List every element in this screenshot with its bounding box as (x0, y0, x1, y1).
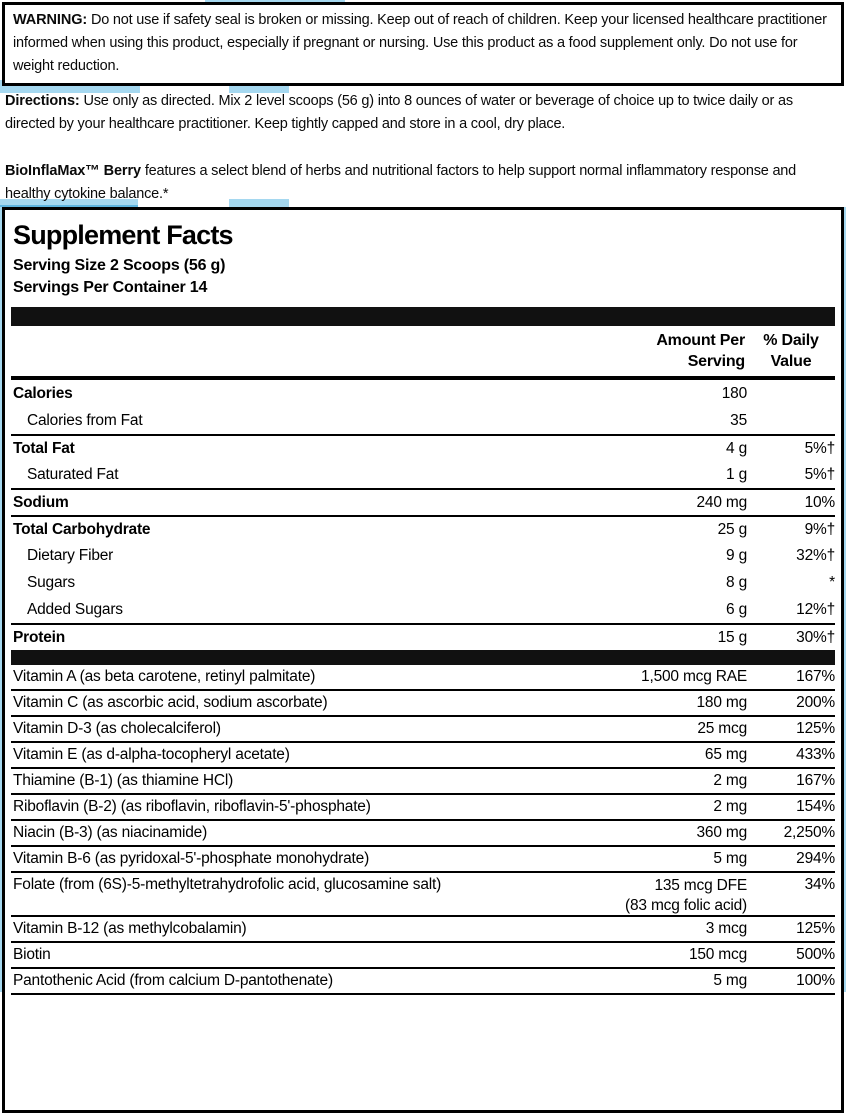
macro-row (11, 515, 835, 542)
vitamin-row (11, 917, 835, 943)
row-name: Total Carbohydrate (13, 520, 151, 538)
row-amount (577, 824, 747, 842)
row-amount (577, 694, 747, 712)
row-daily-value: * (829, 573, 835, 591)
row-amount (577, 873, 747, 916)
directions-body: Use only as directed. Mix 2 level scoops (56 g) into 8 ounces of water or beverage of choice up to twice daily or as directed by your healthcare practitioner. Keep tightly capped and store in a cool, dry place. (5, 93, 793, 132)
row-daily-value: 125% (796, 720, 835, 737)
macro-rows (11, 380, 835, 650)
row-amount (577, 746, 747, 764)
vitamin-row (11, 743, 835, 769)
row-daily-value: 30%† (796, 628, 835, 646)
row-amount (577, 772, 747, 790)
row-daily-value: 10% (804, 493, 835, 511)
row-amount: 4 g (726, 439, 747, 457)
row-amount: 180 (721, 384, 747, 402)
table-header (11, 326, 835, 380)
row-name: Total Fat (13, 439, 75, 457)
vitamin-row (11, 847, 835, 873)
macro-row (11, 380, 835, 407)
row-amount-line1: 65 mg (704, 746, 747, 763)
row-daily-value: 167% (796, 772, 835, 789)
row-name: Vitamin C (as ascorbic acid, sodium ascorbate) (13, 694, 328, 711)
row-amount-line1: 2 mg (713, 798, 747, 815)
row-name: Vitamin E (as d-alpha-tocopheryl acetate) (13, 746, 290, 763)
header-amount-per-serving (585, 330, 747, 372)
directions-label: Directions: (5, 93, 80, 109)
row-name: Protein (13, 628, 65, 646)
vitamin-row (11, 665, 835, 691)
row-name: Niacin (B-3) (as niacinamide) (13, 824, 208, 841)
row-daily-value: 125% (796, 920, 835, 937)
servings-per-container: Servings Per Container 14 (13, 279, 208, 296)
vitamin-rows (11, 665, 835, 995)
row-name: Biotin (13, 946, 51, 963)
row-amount (577, 668, 747, 686)
row-daily-value: 12%† (796, 600, 835, 618)
row-amount: 15 g (717, 628, 747, 646)
vitamin-row (11, 717, 835, 743)
divider-bar-mid (11, 650, 835, 665)
row-daily-value: 5%† (804, 439, 835, 457)
header-daily-value (747, 330, 835, 372)
row-name: Vitamin A (as beta carotene, retinyl palmitate) (13, 668, 316, 685)
row-amount-line1: 3 mcg (705, 920, 747, 937)
row-amount (577, 920, 747, 938)
row-amount: 240 mg (696, 493, 747, 511)
description-body: features a select blend of herbs and nutritional factors to help support normal inflammatory response and healthy cytokine balance.* (5, 163, 797, 202)
row-daily-value: 100% (796, 972, 835, 989)
row-daily-value: 5%† (804, 465, 835, 483)
warning-text (13, 9, 833, 78)
header-amount-line2: Serving (687, 353, 745, 370)
supplement-facts-title: Supplement Facts (13, 220, 233, 250)
macro-row (11, 434, 835, 461)
macro-row (11, 407, 835, 434)
row-daily-value: 167% (796, 668, 835, 685)
warning-box (2, 2, 844, 86)
vitamin-row (11, 943, 835, 969)
row-amount: 6 g (726, 600, 747, 618)
row-amount-line1: 2 mg (713, 772, 747, 789)
row-amount-line1: 5 mg (713, 850, 747, 867)
vitamin-row (11, 969, 835, 995)
row-amount (577, 720, 747, 738)
macro-row (11, 596, 835, 623)
row-daily-value: 9%† (804, 520, 835, 538)
directions-text (5, 90, 839, 136)
vitamin-row (11, 795, 835, 821)
row-amount (577, 972, 747, 990)
row-name: Dietary Fiber (27, 546, 114, 564)
row-name: Sodium (13, 493, 69, 511)
row-amount-line1: 180 mg (696, 694, 747, 711)
vitamin-row (11, 691, 835, 717)
row-amount (577, 798, 747, 816)
row-name: Folate (from (6S)-5-methyltetrahydrofolic acid, glucosamine salt) (13, 876, 442, 893)
row-daily-value: 32%† (796, 546, 835, 564)
row-name: Riboflavin (B-2) (as riboflavin, riboflavin-5'-phosphate) (13, 798, 371, 815)
row-amount: 35 (730, 411, 747, 429)
row-amount: 25 g (717, 520, 747, 538)
product-brand: BioInflaMax™ Berry (5, 163, 141, 179)
row-amount-line2: (83 mcg folic acid) (625, 897, 747, 914)
vitamin-row (11, 873, 835, 917)
row-name: Pantothenic Acid (from calcium D-pantothenate) (13, 972, 333, 989)
row-daily-value: 154% (796, 798, 835, 815)
row-amount: 1 g (726, 465, 747, 483)
row-name: Vitamin B-6 (as pyridoxal-5'-phosphate monohydrate) (13, 850, 370, 867)
warning-label: WARNING: (13, 12, 88, 28)
row-name: Added Sugars (27, 600, 123, 618)
row-name: Saturated Fat (27, 465, 119, 483)
serving-size: Serving Size 2 Scoops (56 g) (13, 257, 226, 274)
row-amount-line1: 1,500 mcg RAE (641, 668, 747, 685)
row-daily-value: 500% (796, 946, 835, 963)
macro-row (11, 488, 835, 515)
row-name: Calories from Fat (27, 411, 143, 429)
row-amount-line1: 135 mcg DFE (654, 877, 747, 894)
row-name: Thiamine (B-1) (as thiamine HCl) (13, 772, 234, 789)
description-text (5, 160, 839, 206)
macro-row (11, 569, 835, 596)
row-name: Vitamin B-12 (as methylcobalamin) (13, 920, 247, 937)
row-amount-line1: 25 mcg (697, 720, 747, 737)
vitamin-row (11, 769, 835, 795)
row-amount-line1: 150 mcg (688, 946, 747, 963)
row-daily-value: 2,250% (783, 824, 835, 841)
directions-block (5, 90, 839, 136)
warning-body: Do not use if safety seal is broken or missing. Keep out of reach of children. Keep your licensed healthcare practitioner informed when using this product, especially if pregnant or nursing. Use this product as a food supplement only. Do not use for weight reduction. (13, 12, 827, 74)
header-dv-line1: % Daily (763, 332, 819, 349)
supplement-facts-panel (2, 207, 844, 1113)
row-name: Sugars (27, 573, 75, 591)
header-amount-line1: Amount Per (656, 332, 745, 349)
row-amount (577, 946, 747, 964)
row-daily-value: 294% (796, 850, 835, 867)
row-amount-line1: 5 mg (713, 972, 747, 989)
vitamin-row (11, 821, 835, 847)
row-amount: 8 g (726, 573, 747, 591)
macro-row (11, 461, 835, 488)
row-amount (577, 850, 747, 868)
description-block (5, 160, 839, 206)
row-daily-value: 34% (804, 876, 835, 893)
header-dv-line2: Value (770, 353, 812, 370)
divider-bar-top (11, 307, 835, 326)
row-name: Calories (13, 384, 73, 402)
row-daily-value: 433% (796, 746, 835, 763)
macro-row (11, 623, 835, 650)
macro-row (11, 542, 835, 569)
row-name: Vitamin D-3 (as cholecalciferol) (13, 720, 221, 737)
row-amount: 9 g (726, 546, 747, 564)
row-daily-value: 200% (796, 694, 835, 711)
row-amount-line1: 360 mg (696, 824, 747, 841)
